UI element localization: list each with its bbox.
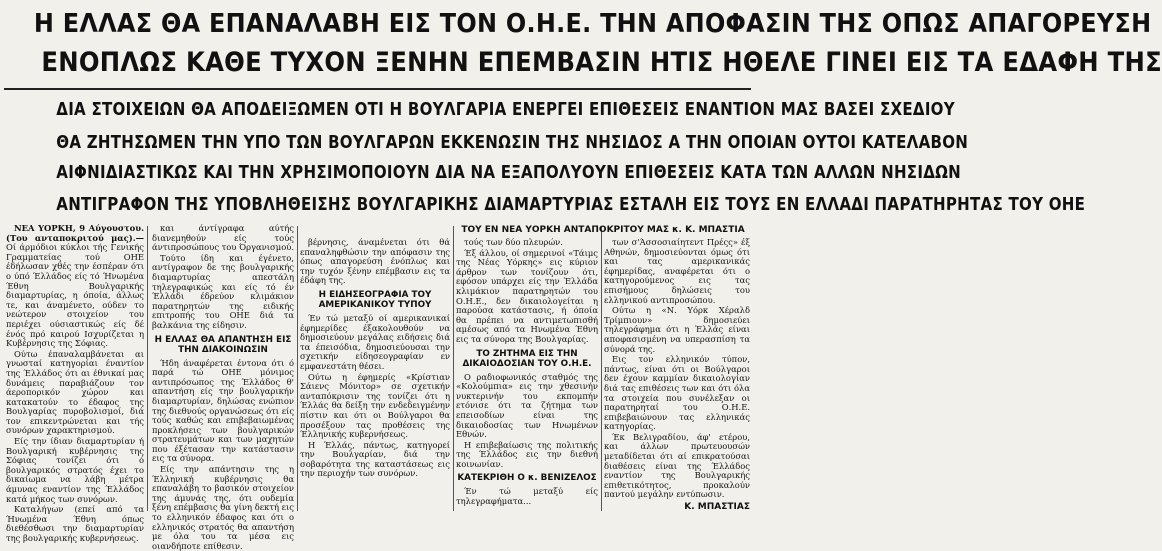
paragraph: Ούτω έπαναλαμβάνεται αι γνωσταί κατηγορίαι έναντίον της Έλλάδος ότι αι έθνικαί μας δυνάμεις παραβιάζουν τον άεροπορικόν χώρον και κατακατούν το έδαφος της Βουλγαρίας πυροβολισμοί, διά τον επικεντρώνεται και τής συνόρων χαρακτηρισμού. (6, 348, 144, 436)
paragraph: Έκ Βελιγραδίου, άφ' ετέρου, και άλλων πρωτευουσών μεταδίδεται ότι αί επικρατούσαι διαθέσεις είναι της Έλλάδος εναντίον της Βουλγαρικής επιθετικότητος, προκαλούν παντού μεγάλην εντύπωσιν. (604, 431, 750, 500)
paragraph: Έν τώ μεταξύ οί αμερικανικαί έφημερίδες έξακολουθούν να δημοσιεύουν μεγάλας ειδήσεις διά τα έπεισόδια, δημοσιεύουσαι την σχετικήν είδησεογραφίαν εν εμφανεστάτη θέσει. (300, 312, 450, 371)
paragraph: Τούτο ίδη και έγένετο, αντίγραφον δε της βουλγαρικής διαμαρτυρίας απεστάλη τηλεγραφικώς και είς τό έν Έλλάδι έδρεύον κλιμάκιον παρατηρητών της ειδικής επιτροπής του ΟΗΕ διά τα βαλκάνια της είδησιν. (152, 252, 294, 330)
column-divider (601, 226, 602, 511)
section-byline: ΚΑΤΕΚΡΙΘΗ Ο κ. ΒΕΝΙΖΕΛΟΣ (457, 473, 597, 484)
paragraph: Η επιβεβαίωσις της πολιτικής της Έλλάδος εις την διεθνή κοινωνίαν. (456, 439, 598, 469)
main-headline-line-1: Η ΕΛΛΑΣ ΘΑ ΕΠΑΝΑΛΑΒΗ ΕΙΣ ΤΟΝ Ο.Η.Ε. ΤΗΝ ΑΠΟΦΑΣΙΝ ΤΗΣ ΟΠΩΣ ΑΠΑΓΟΡΕΥΣΗ (33, 9, 1152, 39)
paragraph: Είς την ίδιαν διαμαρτυρίαν ή Βουλγαρική κυβέρνησις της Σόφιας τονίζει ότι ό βουλγαρικός στρατός έχει το δικαίωμα να λάβη μέτρα άμυνας εναντίον της Έλλάδος κατά μήκος των συνόρων. (6, 436, 144, 504)
main-headline-line-2: ΕΝΟΠΛΩΣ ΚΑΘΕ ΤΥΧΟΝ ΞΕΝΗΝ ΕΠΕΜΒΑΣΙΝ ΗΤΙΣ ΗΘΕΛΕ ΓΙΝΕΙ ΕΙΣ ΤΑ ΕΔΑΦΗ ΤΗΣ (41, 47, 1162, 78)
column-divider (297, 226, 298, 511)
column-divider (453, 226, 454, 511)
section-subheading: ΤΟ ΖΗΤΗΜΑ ΕΙΣ ΤΗΝ ΔΙΚΑΙΟΔΟΣΙΑΝ ΤΟΥ Ο.Η.Ε. (462, 348, 592, 370)
paragraph: Έξ άλλου, οί σημερινοί «Τάιμς της Νέας Υόρκης» εις κύριον άρθρον των τονίζουν ότι, εφόσον υπάρχει είς την Έλλάδα κλιμάκιον παρατηρητών του Ο.Η.Ε., δεν δικαιολογείται η παρούσα κατάστασις, ή όποία θα πρέπει να αντιμετωπισθή αμέσως από τα Ηνωμένα Έθνη εις τα σύνορα της Βουλγαρίας. (456, 247, 598, 344)
paragraph: και άντίγραφα αύτής διανεμηθούν είς τούς άντιπροσώπους του Όργανισμού. (152, 223, 295, 253)
divider (4, 88, 751, 90)
correspondent-heading: ΤΟΥ ΕΝ ΝΕΑ ΥΟΡΚΗ ΑΝΤΑΠΟΚΡΙΤΟΥ ΜΑΣ κ. Κ. ΜΠΑΣΤΙΑ (461, 225, 745, 235)
paragraph: τούς των δύο πλευρών. (464, 237, 563, 247)
paragraph: Είς την απάντησιν της η Έλληνική κυβέρνησις θα επαναλάβη το βασικόν στοιχείον της άμυνάς της, ότι ουδεμία ξένη επέμβασις θα γίνη δεκτή εις το ελληνικόν έδαφος και ότι ο ελληνικός στρατός θα απαντήση με όλα του τα μέσα εις οιανδήποτε επίθεσιν. (152, 464, 294, 551)
paragraph: Έν τώ μεταξύ είς τηλεγραφήματα... (456, 485, 598, 506)
subheadline-3: ΑΙΦΝΙΔΙΑΣΤΙΚΩΣ ΚΑΙ ΤΗΝ ΧΡΗΣΙΜΟΠΟΙΟΥΝ ΔΙΑ ΝΑ ΕΞΑΠΟΛΥΟΥΝ ΕΠΙΘΕΣΕΙΣ ΚΑΤΑ ΤΩΝ ΑΛΛΩΝ ΝΗΣΙΔΩΝ (56, 163, 962, 183)
column-divider (147, 226, 148, 511)
section-subheading: Η ΕΙΔΗΣΕΟΓΡΑΦΙΑ ΤΟΥ ΑΜΕΡΙΚΑΝΙΚΟΥ ΤΥΠΟΥ (318, 289, 432, 311)
paragraph: Ούτω η «Ν. Υόρκ Χέραλδ Τρίμπιουν» δημοσιεύει τηλεγράφημα ότι η Έλλάς είναι αποφασισμένη να υπερασπίση τα σύνορά της. (604, 305, 750, 354)
subheadline-4: ΑΝΤΙΓΡΑΦΟΝ ΤΗΣ ΥΠΟΒΛΗΘΕΙΣΗΣ ΒΟΥΛΓΑΡΙΚΗΣ ΔΙΑΜΑΡΤΥΡΙΑΣ ΕΣΤΑΛΗ ΕΙΣ ΤΟΥΣ ΕΝ ΕΛΛΑΔΙ ΠΑΡΑΤΗΡΗΤΑΣ ΤΟΥ ΟΗΕ (56, 195, 1086, 215)
paragraph: βέρνησις, άναμένεται ότι θά επαναληφθώσιν την απόφασιν της όπως απαγορεύση ένόπλως και την τυχόν ξένην επέμβασιν εις τα έδάφη της. (300, 237, 450, 286)
dateline: ΝΕΑ ΥΟΡΚΗ, 9 Αύγουστου. (Του ανταποκριτού μας).— (6, 223, 144, 243)
article-column-5 (604, 238, 750, 514)
paragraph: Ο ραδιοφωνικός σταθμός της «Κολούμπια» εις την χθεσινήν νυκτερινήν του εκπομπήν ετόνισε ότι τα ζήτημα των επεισοδίων είναι της δικαιοδοσίας των Ηνωμένων Εθνών. (456, 371, 598, 440)
paragraph: Η Έλλάς, πάντως, κατηγορεί την Βουλγαρίαν, διά την σοβαρότητα της καταστάσεως εις την περιοχήν των συνόρων. (300, 439, 450, 479)
article-column-3 (300, 238, 450, 514)
subheadline-1: ΔΙΑ ΣΤΟΙΧΕΙΩΝ ΘΑ ΑΠΟΔΕΙΞΩΜΕΝ ΟΤΙ Η ΒΟΥΛΓΑΡΙΑ ΕΝΕΡΓΕΙ ΕΠΙΘΕΣΕΙΣ ΕΝΑΝΤΙΟΝ ΜΑΣ ΒΑΣΕΙ ΣΧΕΔΙΟΥ (56, 100, 955, 120)
author-signature: Κ. ΜΠΑΣΤΙΑΣ (684, 502, 750, 513)
article-column-1 (6, 223, 144, 543)
paragraph: Ήδη άναφέρεται έντονα ότι ό παρά τώ ΟΗΕ μόνιμος αντιπρόσωπος της Έλλάδος θ' απαντήση είς την βουλγαρικήν διαμαρτυρίαν, δηλώσας ενώπιον της διεθνούς οργανώσεως ότι είς τούς καθώς και επιβεβαιωμένας προκλήσεις των βουλγαρικών στρατευμάτων και των μαχητών που έξέτασαν την κατάστασιν εις τα σύνορα. (152, 357, 295, 464)
paragraph: Οί άρμόδιοι κύκλοι τής Γενικής Γραμματείας τού ΟΗΕ έδήλωσαν χθές την έσπέραν ότι ο ύπό Έλλάδος είς τό Ήνωμένα Έθνη Βουλγαρικής διαμαρτυρίας, η όποία, άλλως τε, και άναμένετο, ούδεν το νεώτερον στοιχείον του περιέχει ούσιαστικώς είς δέ ένός πρό καιρού Ισχυρίζεται η Κυβέρνησις της Σόφιας. (6, 242, 144, 349)
paragraph: Καταλήγων (επεί από τα Ήνωμένα Έθνη όπως διεθέσθωσι την διαμαρτυρίαν της βουλγαρικής κυβερνήσεως. (6, 504, 144, 543)
subheadline-2: ΘΑ ΖΗΤΗΣΩΜΕΝ ΤΗΝ ΥΠΟ ΤΩΝ ΒΟΥΛΓΑΡΩΝ ΕΚΚΕΝΩΣΙΝ ΤΗΣ ΝΗΣΙΔΟΣ Α ΤΗΝ ΟΠΟΙΑΝ ΟΥΤΟΙ ΚΑΤΕΛΑΒΟΝ (56, 133, 969, 153)
paragraph: Εις τον ελληνικόν τύπον, πάντως, είναι ότι οι Βούλγαροι δεν έχουν καμμίαν δικαιολογίαν διά τας επιθέσεις των και ότι όλα τα στοιχεία που συνέλεξαν οι παρατηρηταί του Ο.Η.Ε. επιβεβαιώνουν τας ελληνικάς κατηγορίας. (604, 354, 750, 432)
paragraph: των σ'Άσσοσιαίητεντ Πρέςς» έξ Αθηνών, δημοσιεύονται όμως ότι και τας αμερικανικάς έφημερίδας, αναφέρεται ότι ο κατηγορούμενος εις τας επισήμους δηλώσεις του ελληνικού αντιπροσώπου. (604, 237, 750, 305)
article-column-4 (456, 238, 598, 514)
paragraph: Ούτω η έφημερίς «Κρίστιαν Σάιενς Μόνιτορ» σε σχετικήν ανταπόκρισιν της τονίζει ότι η Έλλάς θα δείξη την ενδεδειγμένην πίστιν και ότι οι Βούλγαροι θα προσέξουν τας προθέσεις της Έλληνικής κυβερνήσεως. (300, 371, 450, 440)
article-column-2 (152, 223, 295, 551)
section-subheading: Η ΕΛΛΑΣ ΘΑ ΑΠΑΝΤΗΣΗ ΕΙΣ ΤΗΝ ΔΙΑΚΟΙΝΩΣΙΝ (154, 334, 292, 356)
